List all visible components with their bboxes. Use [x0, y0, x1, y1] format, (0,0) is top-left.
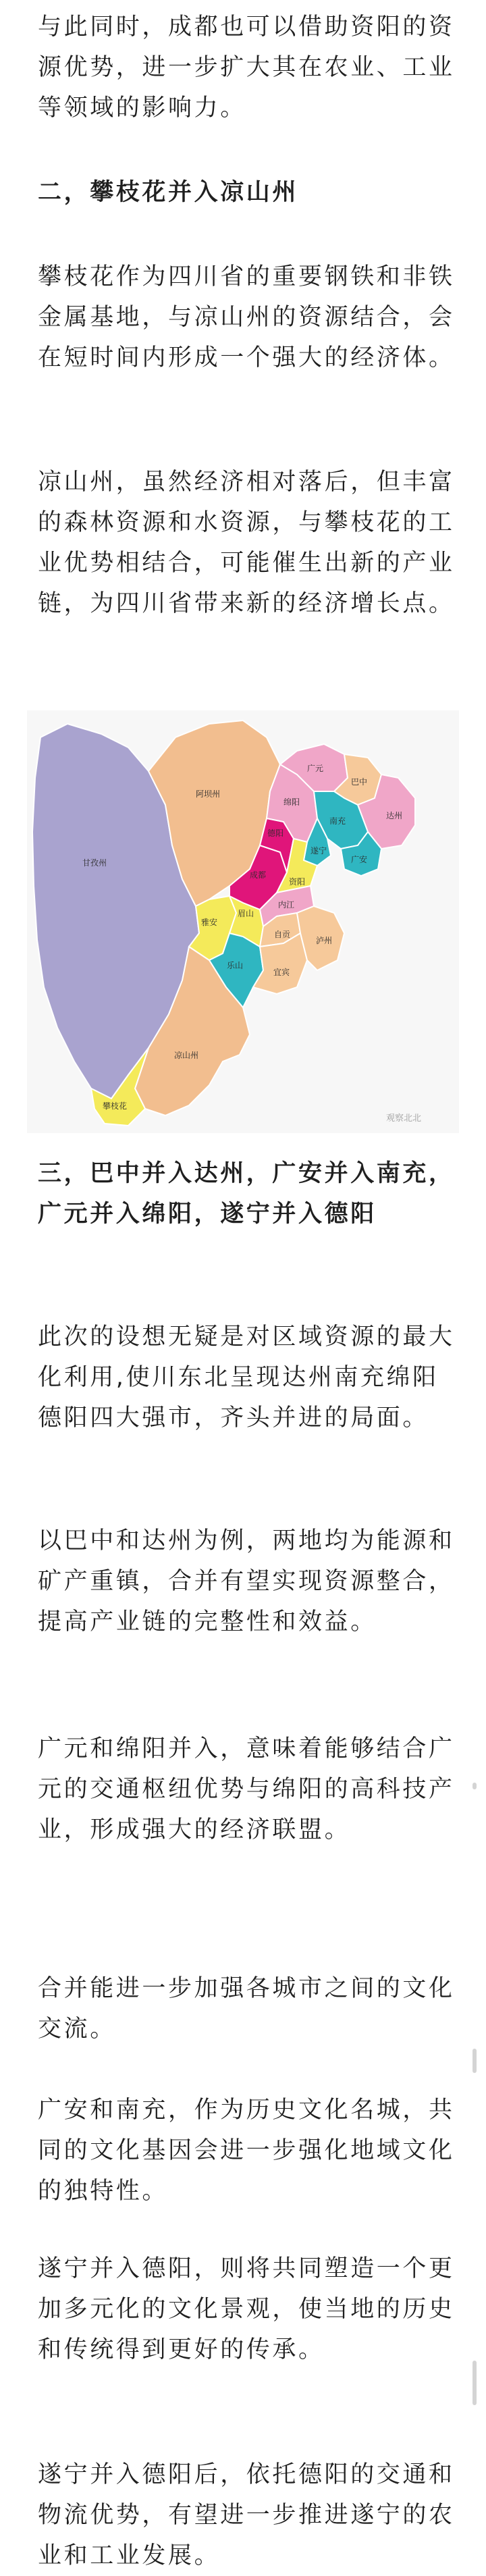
map-watermark: 观察北北	[386, 1113, 422, 1124]
label-luzhou: 泸州	[316, 936, 333, 945]
section3-heading: 三，巴中并入达州，广安并入南充，广元并入绵阳，遂宁并入德阳	[38, 1160, 455, 1228]
label-dazhou: 达州	[386, 811, 403, 820]
section3-paragraph-7: 遂宁并入德阳后，依托德阳的交通和物流优势，有望进一步推进遂宁的农业和工业发展。	[38, 2461, 455, 2569]
label-bazhong: 巴中	[351, 777, 368, 787]
section3-paragraph-5: 广安和南充，作为历史文化名城，共同的文化基因会进一步强化地域文化的独特性。	[38, 2097, 455, 2205]
label-nanchong: 南充	[329, 816, 346, 826]
label-chengdu: 成都	[250, 870, 267, 880]
label-meishan: 眉山	[238, 909, 254, 918]
sichuan-map-image	[27, 710, 459, 1133]
label-mianyang: 绵阳	[284, 797, 300, 807]
label-ziyang: 资阳	[289, 877, 306, 887]
label-guangyuan: 广元	[307, 764, 324, 773]
intro-paragraph: 与此同时，成都也可以借助资阳的资源优势，进一步扩大其在农业、工业等领域的影响力。	[38, 14, 455, 122]
section2-paragraph-1: 攀枝花作为四川省的重要钢铁和非铁金属基地，与凉山州的资源结合，会在短时间内形成一个强大的经济体。	[38, 263, 455, 371]
label-yibin: 宜宾	[273, 968, 290, 977]
scroll-marker	[473, 2361, 477, 2405]
label-yaan: 雅安	[201, 918, 218, 927]
section2-heading: 二，攀枝花并入凉山州	[38, 179, 299, 206]
label-guangan: 广安	[351, 855, 368, 864]
section3-paragraph-1: 此次的设想无疑是对区域资源的最大化利用,使川东北呈现达州南充绵阳德阳四大强市，齐头并进的局面。	[38, 1323, 455, 1431]
label-deyang: 德阳	[267, 829, 284, 838]
label-panzhihua: 攀枝花	[103, 1101, 128, 1111]
section3-paragraph-6: 遂宁并入德阳，则将共同塑造一个更加多元化的文化景观，使当地的历史和传统得到更好的传承。	[38, 2255, 455, 2363]
section2-paragraph-2: 凉山州，虽然经济相对落后，但丰富的森林资源和水资源，与攀枝花的工业优势相结合，可能催生出新的产业链，为四川省带来新的经济增长点。	[38, 469, 455, 617]
section3-paragraph-4: 合并能进一步加强各城市之间的文化交流。	[38, 1975, 455, 2043]
section3-paragraph-3: 广元和绵阳并入，意味着能够结合广元的交通枢纽优势与绵阳的高科技产业，形成强大的经济联盟。	[38, 1735, 455, 1843]
section3-paragraph-2: 以巴中和达州为例，两地均为能源和矿产重镇，合并有望实现资源整合，提高产业链的完整性和效益。	[38, 1527, 455, 1635]
sichuan-map-svg	[27, 710, 459, 1133]
label-leshan: 乐山	[227, 961, 244, 970]
label-suining: 遂宁	[310, 846, 327, 856]
scroll-marker	[473, 2049, 477, 2073]
scroll-marker	[473, 1783, 477, 1789]
label-liangshan: 凉山州	[174, 1051, 199, 1060]
label-neijiang: 内江	[278, 900, 295, 910]
label-aba: 阿坝州	[196, 789, 221, 799]
label-ganzi: 甘孜州	[82, 858, 107, 868]
label-zigong: 自贡	[274, 930, 291, 939]
